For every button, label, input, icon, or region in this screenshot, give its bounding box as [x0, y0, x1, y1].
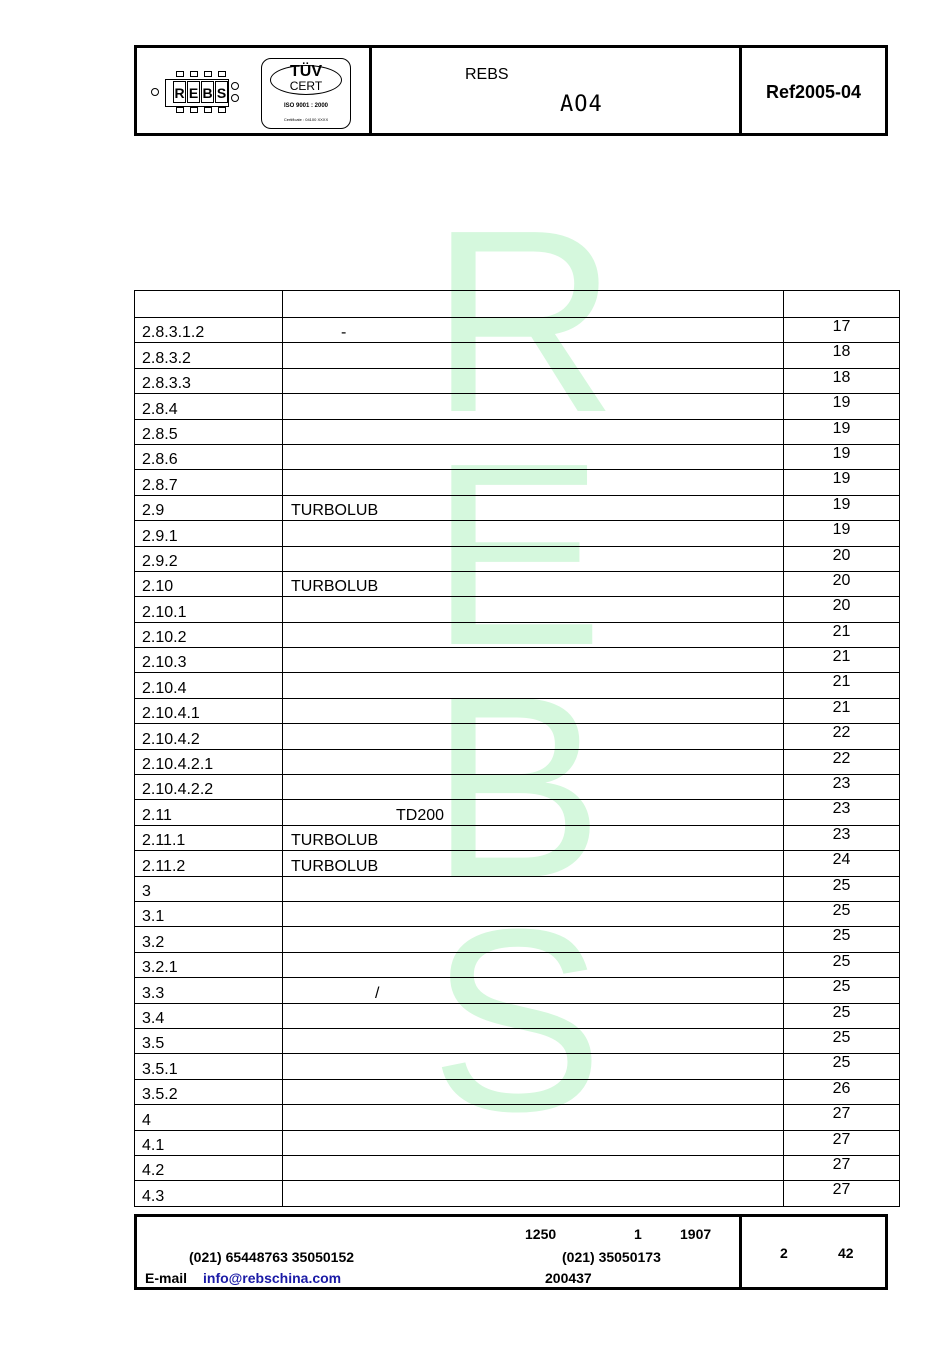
toc-page-number: 19 — [784, 470, 900, 495]
toc-section-number: 2.8.3.2 — [135, 343, 283, 368]
toc-page-number: 24 — [784, 851, 900, 876]
toc-page-number: 21 — [784, 648, 900, 673]
toc-page-number: 25 — [784, 927, 900, 952]
toc-section-title — [283, 648, 784, 673]
watermark-letter: B — [430, 643, 604, 933]
toc-page-number: 25 — [784, 1054, 900, 1079]
toc-page-number: 20 — [784, 546, 900, 571]
toc-page-number: 22 — [784, 724, 900, 749]
toc-section-number: 2.8.3.1.2 — [135, 318, 283, 343]
toc-header-cell — [135, 291, 283, 318]
toc-section-title — [283, 1105, 784, 1130]
toc-row — [135, 952, 900, 977]
header-ref-cell — [742, 48, 885, 133]
toc-row — [135, 318, 900, 343]
footer-email-link[interactable]: info@rebschina.com — [203, 1270, 342, 1286]
toc-section-number: 3.1 — [135, 901, 283, 926]
document-ref: Ref2005-04 — [765, 82, 862, 102]
toc-row — [135, 724, 900, 749]
watermark-letter: R — [430, 177, 618, 467]
toc-section-number: 3.3 — [135, 978, 283, 1003]
toc-section-title — [283, 394, 784, 419]
toc-section-title — [283, 952, 784, 977]
toc-page-number: 23 — [784, 825, 900, 850]
toc-header-cell — [283, 291, 784, 318]
toc-section-title — [283, 521, 784, 546]
toc-row — [135, 749, 900, 774]
toc-section-number: 2.10 — [135, 571, 283, 596]
toc-row — [135, 597, 900, 622]
toc-section-number: 4.1 — [135, 1130, 283, 1155]
toc-section-number: 2.10.2 — [135, 622, 283, 647]
toc-section-title — [283, 546, 784, 571]
toc-page-number: 20 — [784, 597, 900, 622]
toc-page-number: 27 — [784, 1181, 900, 1206]
toc-page-number: 27 — [784, 1155, 900, 1180]
toc-row — [135, 927, 900, 952]
footer-contact — [137, 1217, 742, 1287]
header-title-cell — [372, 48, 742, 133]
toc-row — [135, 368, 900, 393]
toc-page-number: 27 — [784, 1105, 900, 1130]
toc-row — [135, 648, 900, 673]
toc-page-number: 25 — [784, 1028, 900, 1053]
toc-page-number: 18 — [784, 343, 900, 368]
toc-row — [135, 470, 900, 495]
toc-row — [135, 495, 900, 520]
toc-row — [135, 1130, 900, 1155]
toc-page-number: 23 — [784, 775, 900, 800]
footer-address-number: 1250 — [525, 1226, 557, 1242]
toc-row — [135, 825, 900, 850]
toc-section-number: 3.5.1 — [135, 1054, 283, 1079]
toc-section-title — [283, 470, 784, 495]
toc-section-title: - — [283, 318, 784, 343]
toc-section-number: 3.2.1 — [135, 952, 283, 977]
toc-section-number: 2.9 — [135, 495, 283, 520]
toc-row — [135, 622, 900, 647]
toc-section-title — [283, 1028, 784, 1053]
toc-page-number: 25 — [784, 901, 900, 926]
toc-section-title: TURBOLUB — [283, 571, 784, 596]
toc-page-number: 22 — [784, 749, 900, 774]
page-total: 42 — [838, 1245, 854, 1261]
toc-section-number: 2.10.4.2.2 — [135, 775, 283, 800]
toc-row — [135, 546, 900, 571]
toc-section-number: 4 — [135, 1105, 283, 1130]
toc-page-number: 26 — [784, 1079, 900, 1104]
toc-section-number: 2.10.4.1 — [135, 698, 283, 723]
toc-section-title — [283, 673, 784, 698]
logo-letter: R — [173, 81, 186, 103]
toc-section-title — [283, 876, 784, 901]
toc-row — [135, 1155, 900, 1180]
watermark-letter: S — [430, 876, 604, 1166]
toc-row — [135, 978, 900, 1003]
toc-page-number: 25 — [784, 978, 900, 1003]
page-current: 2 — [780, 1245, 788, 1261]
toc-section-number: 2.8.5 — [135, 419, 283, 444]
toc-section-title — [283, 1003, 784, 1028]
footer-address-number: 1 — [634, 1226, 642, 1242]
toc-section-title — [283, 927, 784, 952]
toc-section-number: 2.11.2 — [135, 851, 283, 876]
page-header — [134, 45, 888, 136]
toc-section-number: 2.9.1 — [135, 521, 283, 546]
footer-postcode: 200437 — [545, 1270, 592, 1286]
toc-page-number: 25 — [784, 952, 900, 977]
footer-address-number: 1907 — [680, 1226, 712, 1242]
toc-page-number: 19 — [784, 521, 900, 546]
toc-section-number: 2.8.4 — [135, 394, 283, 419]
toc-section-number: 2.10.4.2.1 — [135, 749, 283, 774]
toc-section-number: 2.10.4 — [135, 673, 283, 698]
toc-section-title: TURBOLUB — [283, 851, 784, 876]
toc-row — [135, 1028, 900, 1053]
toc-page-number: 20 — [784, 571, 900, 596]
toc-page-number: 25 — [784, 876, 900, 901]
toc-section-number: 4.2 — [135, 1155, 283, 1180]
toc-section-number: 2.10.1 — [135, 597, 283, 622]
toc-row — [135, 1054, 900, 1079]
toc-row — [135, 343, 900, 368]
footer-fax: (021) 35050173 — [562, 1249, 661, 1265]
toc-row — [135, 1079, 900, 1104]
toc-section-title: TURBOLUB — [283, 825, 784, 850]
toc-section-title — [283, 724, 784, 749]
toc-section-title — [283, 444, 784, 469]
toc-section-title — [283, 597, 784, 622]
toc-section-title — [283, 749, 784, 774]
toc-row — [135, 419, 900, 444]
toc-section-number: 2.10.3 — [135, 648, 283, 673]
toc-section-title — [283, 419, 784, 444]
toc-row — [135, 876, 900, 901]
toc-row — [135, 521, 900, 546]
toc-page-number: 17 — [784, 318, 900, 343]
company-name: REBS — [465, 66, 509, 83]
toc-row — [135, 673, 900, 698]
document-code: AO4 — [560, 92, 603, 117]
rebs-logo: R E B S — [151, 66, 241, 118]
toc-section-number: 3.5.2 — [135, 1079, 283, 1104]
header-logos — [137, 48, 372, 133]
toc-row — [135, 444, 900, 469]
toc-section-number: 3.4 — [135, 1003, 283, 1028]
toc-section-title: / — [283, 978, 784, 1003]
toc-row — [135, 851, 900, 876]
toc-section-number: 2.11.1 — [135, 825, 283, 850]
toc-section-number: 2.11 — [135, 800, 283, 825]
toc-section-title — [283, 775, 784, 800]
toc-page-number: 27 — [784, 1130, 900, 1155]
toc-header-cell — [784, 291, 900, 318]
toc-section-number: 2.9.2 — [135, 546, 283, 571]
toc-page-number: 18 — [784, 368, 900, 393]
toc-row — [135, 1105, 900, 1130]
page-footer — [134, 1214, 888, 1290]
toc-section-title — [283, 622, 784, 647]
toc-page-number: 21 — [784, 698, 900, 723]
toc-section-number: 3 — [135, 876, 283, 901]
toc-page-number: 21 — [784, 673, 900, 698]
toc-row — [135, 1003, 900, 1028]
toc-page-number: 19 — [784, 419, 900, 444]
toc-row — [135, 394, 900, 419]
toc-page-number: 21 — [784, 622, 900, 647]
toc-section-title — [283, 901, 784, 926]
toc-page-number: 19 — [784, 394, 900, 419]
toc-section-title — [283, 1155, 784, 1180]
toc-row — [135, 800, 900, 825]
toc-section-title — [283, 1130, 784, 1155]
toc-section-title: TD200 — [283, 800, 784, 825]
toc-table — [134, 290, 900, 1207]
toc-row — [135, 901, 900, 926]
toc-page-number: 25 — [784, 1003, 900, 1028]
toc-section-number: 2.8.6 — [135, 444, 283, 469]
toc-row — [135, 775, 900, 800]
toc-section-number: 3.2 — [135, 927, 283, 952]
footer-page-cell — [742, 1217, 885, 1287]
toc-section-number: 3.5 — [135, 1028, 283, 1053]
toc-section-title — [283, 343, 784, 368]
toc-section-title — [283, 368, 784, 393]
toc-row — [135, 571, 900, 596]
toc-section-number: 2.8.7 — [135, 470, 283, 495]
toc-page-number: 23 — [784, 800, 900, 825]
toc-section-title: TURBOLUB — [283, 495, 784, 520]
toc-page-number: 19 — [784, 495, 900, 520]
footer-phone: (021) 65448763 35050152 — [189, 1249, 355, 1265]
toc-row — [135, 1181, 900, 1206]
toc-section-number: 2.8.3.3 — [135, 368, 283, 393]
toc-row — [135, 698, 900, 723]
tuv-cert-logo: TÜV CERT ISO 9001 : 2000 Certificate : 04100 XXXX — [261, 58, 351, 129]
footer-email-label: E-mail — [145, 1270, 188, 1286]
toc-section-number: 2.10.4.2 — [135, 724, 283, 749]
toc-page-number: 19 — [784, 444, 900, 469]
toc-section-number: 4.3 — [135, 1181, 283, 1206]
toc-section-title — [283, 698, 784, 723]
toc-section-title — [283, 1054, 784, 1079]
toc-header-row — [135, 291, 900, 318]
watermark-letter: E — [430, 410, 604, 700]
toc-section-title — [283, 1181, 784, 1206]
toc-section-title — [283, 1079, 784, 1104]
